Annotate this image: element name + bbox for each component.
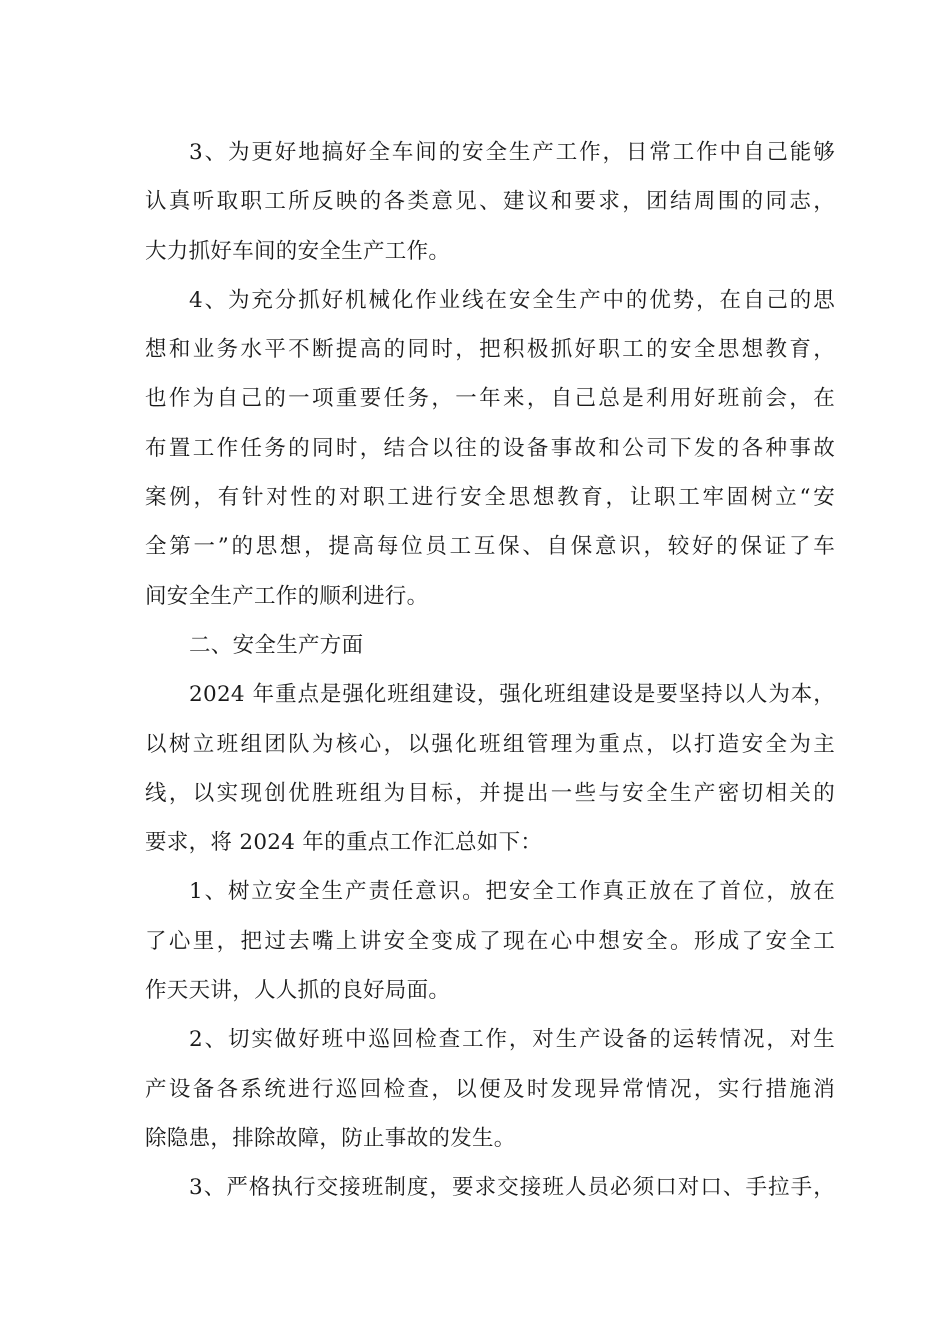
text-line: 布置工作任务的同时，结合以往的设备事故和公司下发的各种事故 xyxy=(145,435,835,461)
paragraph-list-item-1 xyxy=(145,867,835,1015)
text-line: 产设备各系统进行巡回检查，以便及时发现异常情况，实行措施消 xyxy=(145,1076,835,1102)
text-line: 3、为更好地搞好全车间的安全生产工作，日常工作中自己能够 xyxy=(189,140,835,165)
text-line: 想和业务水平不断提高的同时，把积极抓好职工的安全思想教育， xyxy=(145,337,835,363)
paragraph-2024-focus xyxy=(145,670,835,867)
text-line: 作天天讲，人人抓的良好局面。 xyxy=(145,978,451,1004)
text-line: 要求，将 2024 年的重点工作汇总如下： xyxy=(145,830,543,856)
text-line: 2024 年重点是强化班组建设，强化班组建设是要坚持以人为本， xyxy=(189,682,835,708)
text-line: 2、切实做好班中巡回检查工作，对生产设备的运转情况，对生 xyxy=(189,1027,835,1053)
text-line: 4、为充分抓好机械化作业线在安全生产中的优势，在自己的思 xyxy=(189,287,835,313)
paragraph-item-4-mechanized-line xyxy=(145,276,835,621)
text-line: 了心里，把过去嘴上讲安全变成了现在心中想安全。形成了安全工 xyxy=(145,928,835,954)
paragraph-list-item-3 xyxy=(145,1163,835,1212)
document-page xyxy=(145,128,835,1213)
text-line: 也作为自己的一项重要任务，一年来，自己总是利用好班前会，在 xyxy=(145,386,835,412)
section-heading xyxy=(145,621,835,670)
text-line: 线，以实现创优胜班组为目标，并提出一些与安全生产密切相关的 xyxy=(145,780,835,806)
text-line: 全第一”的思想，提高每位员工互保、自保意识，较好的保证了车 xyxy=(145,534,835,560)
text-line: 认真听取职工所反映的各类意见、建议和要求，团结周围的同志， xyxy=(145,189,835,215)
text-line: 1、树立安全生产责任意识。把安全工作真正放在了首位，放在 xyxy=(189,879,835,905)
paragraph-list-item-2 xyxy=(145,1015,835,1163)
text-line: 以树立班组团队为核心，以强化班组管理为重点，以打造安全为主 xyxy=(145,731,835,757)
paragraph-item-3-safety-work xyxy=(145,128,835,276)
text-line: 间安全生产工作的顺利进行。 xyxy=(145,583,429,609)
text-line: 大力抓好车间的安全生产工作。 xyxy=(145,238,451,264)
text-line: 3、严格执行交接班制度，要求交接班人员必须口对口、手拉手， xyxy=(189,1175,835,1201)
heading-text: 二、安全生产方面 xyxy=(189,632,364,658)
text-line: 案例，有针对性的对职工进行安全思想教育，让职工牢固树立“安 xyxy=(145,485,835,511)
text-line: 除隐患，排除故障，防止事故的发生。 xyxy=(145,1125,516,1151)
